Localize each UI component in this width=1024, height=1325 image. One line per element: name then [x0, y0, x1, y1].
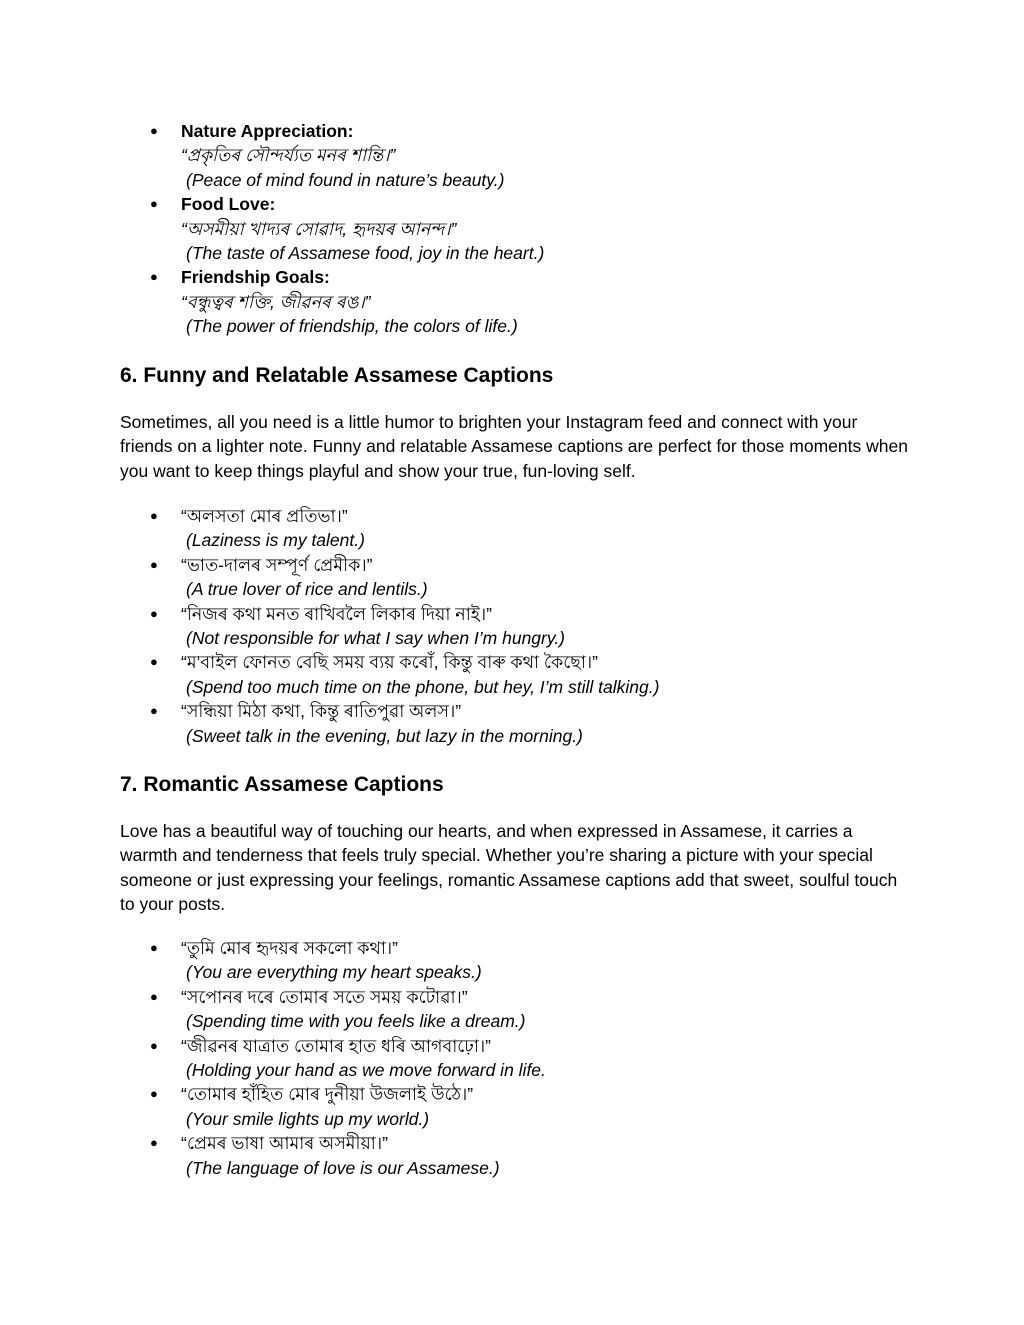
item-label: Food Love:: [181, 194, 276, 215]
caption-list-romantic: [150, 936, 546, 1180]
english-translation: (Spend too much time on the phone, but hey, I’m still talking.): [186, 676, 660, 697]
bullet-icon: ●: [150, 703, 158, 719]
english-translation: (A true lover of rice and lentils.): [186, 579, 428, 600]
list-item: [150, 553, 659, 602]
assamese-caption: “তুমি মোৰ হৃদয়ৰ সকলো কথা।”: [181, 938, 399, 958]
bullet-icon: ●: [150, 123, 158, 138]
list-item: [150, 602, 659, 651]
assamese-caption: “প্ৰকৃতিৰ সৌন্দৰ্য্যত মনৰ শান্তি।”: [181, 145, 396, 166]
english-translation: (Sweet talk in the evening, but lazy in the morning.): [186, 725, 583, 746]
item-label: Nature Appreciation:: [181, 121, 354, 141]
bullet-icon: ●: [150, 654, 158, 670]
english-translation: (Holding your hand as we move forward in life.: [186, 1060, 546, 1081]
english-translation: (Not responsible for what I say when I’m hungry.): [186, 628, 566, 649]
item-label: Friendship Goals:: [181, 267, 330, 288]
assamese-caption: “সপোনৰ দৰে তোমাৰ সতে সময় কটোৱা।”: [181, 986, 468, 1007]
list-item: [150, 119, 544, 192]
bullet-icon: ●: [150, 940, 158, 955]
list-item: [150, 1082, 546, 1131]
english-translation: (Laziness is my talent.): [186, 530, 365, 551]
list-item: [150, 699, 659, 748]
bullet-icon: ●: [150, 1037, 158, 1053]
assamese-caption: “বন্ধুত্বৰ শক্তি, জীৱনৰ ৰঙ।”: [181, 291, 371, 312]
bullet-icon: ●: [150, 1086, 158, 1102]
english-translation: (The taste of Assamese food, joy in the heart.): [186, 243, 545, 264]
assamese-caption: “সন্ধিয়া মিঠা কথা, কিন্তু ৰাতিপুৱা অলস।”: [181, 701, 462, 722]
english-translation: (The language of love is our Assamese.): [186, 1157, 500, 1178]
assamese-caption: “অসমীয়া খাদ্যৰ সোৱাদ, হৃদয়ৰ আনন্দ।”: [181, 218, 457, 239]
english-translation: (Spending time with you feels like a dream.): [186, 1011, 526, 1032]
english-translation: (Peace of mind found in nature’s beauty.): [186, 169, 505, 190]
assamese-caption: “অলসতা মোৰ প্ৰতিভা।”: [181, 506, 348, 526]
english-translation: (Your smile lights up my world.): [186, 1108, 430, 1129]
assamese-caption: “তোমাৰ হাঁহিত মোৰ দুনীয়া উজলাই উঠে।”: [181, 1084, 474, 1105]
assamese-caption: “ম’বাইল ফোনত বেছি সময় ব্যয় কৰোঁ, কিন্তু বাৰু কথা কৈছো।”: [181, 652, 598, 673]
bullet-icon: ●: [150, 556, 158, 572]
english-translation: (You are everything my heart speaks.): [186, 962, 482, 983]
assamese-caption: “জীৱনৰ যাত্ৰাত তোমাৰ হাত ধৰি আগবাঢ়ো।”: [181, 1035, 492, 1056]
bullet-icon: ●: [150, 196, 158, 212]
section-paragraph-romantic: Love has a beautiful way of touching our hearts, and when expressed in Assamese, it carries a warmth and tenderness that feels truly special. Whether you’re sharing a picture with your special someone or just expressing your feelings, romantic Assamese captions add that sweet, soulful touch to your posts.: [120, 821, 898, 915]
list-item: [150, 265, 544, 338]
english-translation: (The power of friendship, the colors of life.): [186, 316, 518, 337]
list-item: [150, 504, 659, 553]
assamese-caption: “প্ৰেমৰ ভাষা আমাৰ অসমীয়া।”: [181, 1133, 388, 1154]
section-heading-romantic: 7. Romantic Assamese Captions: [120, 773, 444, 796]
bullet-icon: ●: [150, 605, 158, 621]
list-item: [150, 1034, 546, 1083]
caption-list-funny: [150, 504, 659, 748]
bullet-icon: ●: [150, 1135, 158, 1151]
bullet-icon: ●: [150, 508, 158, 523]
bullet-icon: ●: [150, 988, 158, 1004]
caption-list-themes: [150, 119, 544, 339]
list-item: [150, 192, 544, 265]
list-item: [150, 985, 546, 1034]
list-item: [150, 650, 659, 699]
list-item: [150, 936, 546, 985]
list-item: [150, 1131, 546, 1180]
section-heading-funny: 6. Funny and Relatable Assamese Captions: [120, 364, 554, 387]
section-paragraph-funny: Sometimes, all you need is a little humor to brighten your Instagram feed and connect with your friends on a lighter note. Funny and relatable Assamese captions are perfect for those moments when you want to keep things playful and show your true, fun-loving self.: [120, 412, 908, 481]
bullet-icon: ●: [150, 269, 158, 285]
assamese-caption: “ভাত-দালৰ সম্পূৰ্ণ প্ৰেমীক।”: [181, 554, 373, 575]
assamese-caption: “নিজৰ কথা মনত ৰাখিবলৈ লিকাৰ দিয়া নাই।”: [181, 603, 492, 624]
